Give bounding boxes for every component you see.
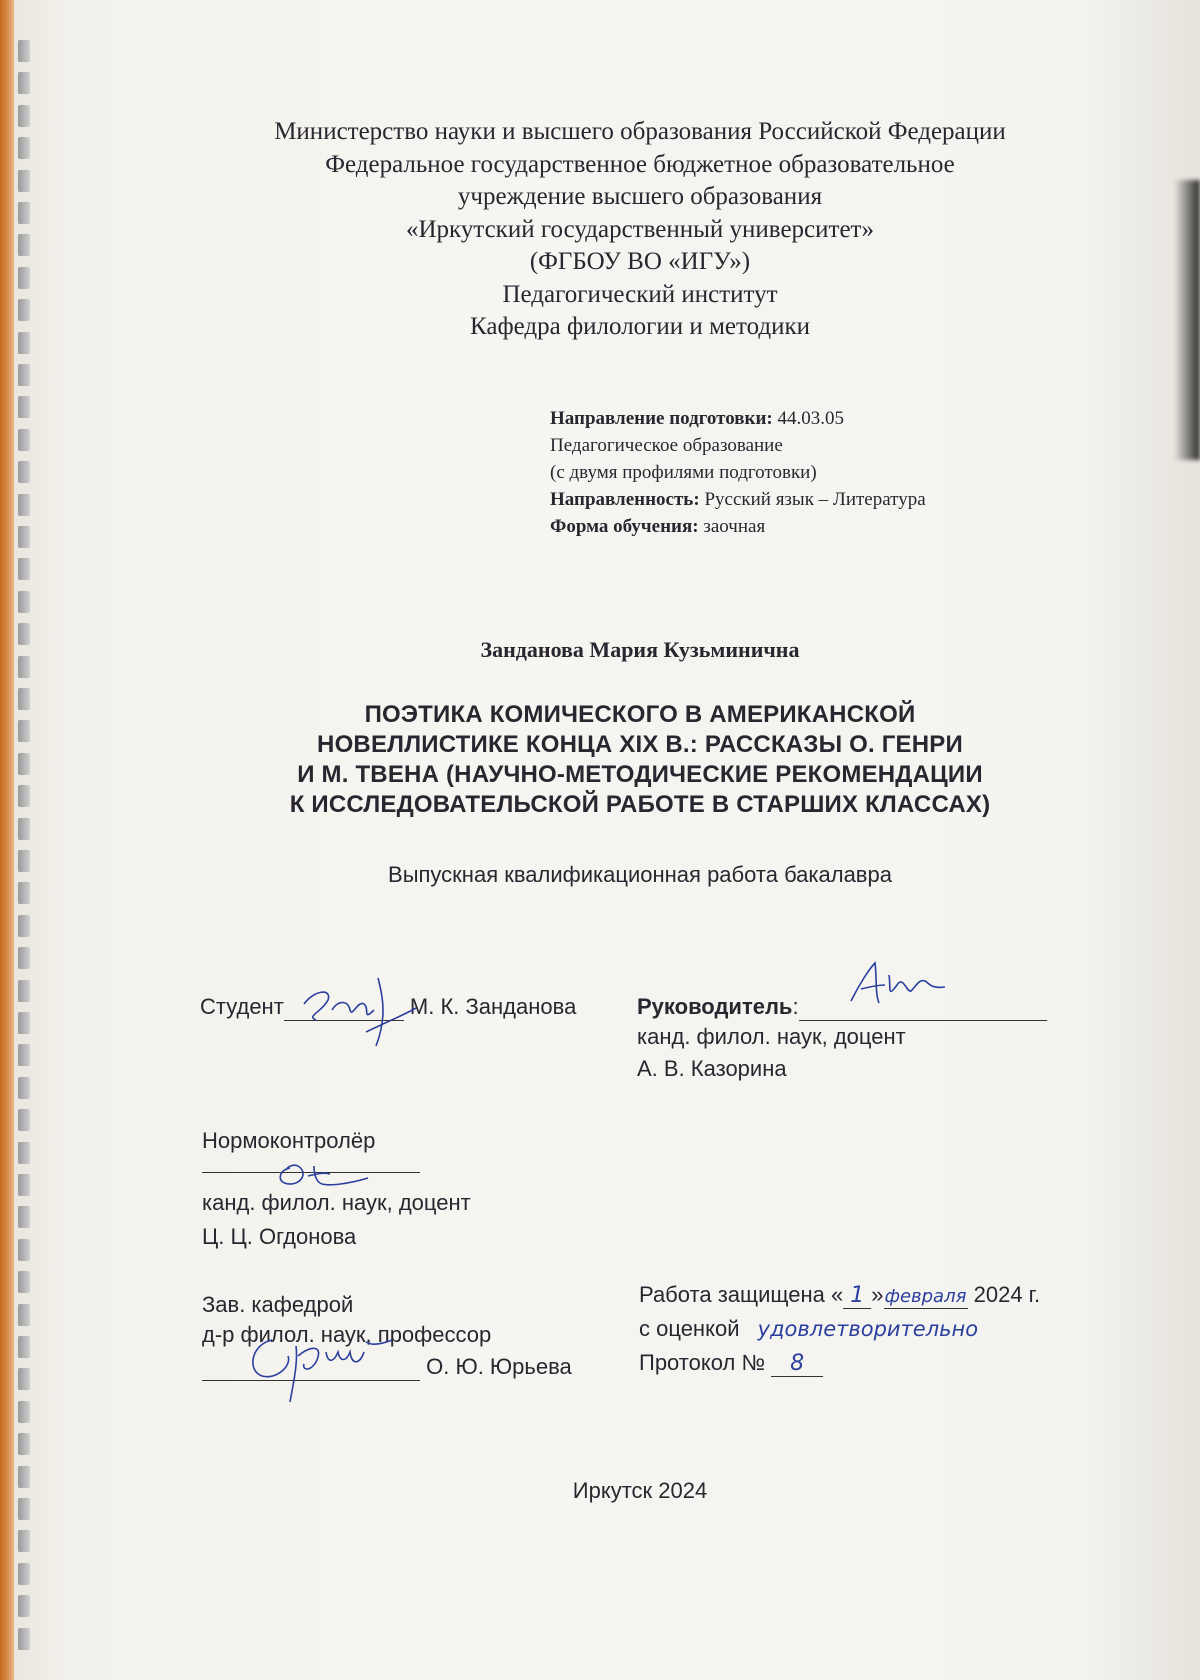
- defense-prefix: Работа защищена «: [639, 1282, 844, 1307]
- paper-edge-left: [0, 0, 14, 1680]
- binding-hole: [18, 1044, 30, 1066]
- binding-hole: [18, 1174, 30, 1196]
- defense-month-field: [884, 1282, 968, 1309]
- grade-value: удовлетворительно: [757, 1317, 979, 1341]
- binding-hole: [18, 1109, 30, 1131]
- binding-hole: [18, 364, 30, 386]
- binding-hole: [18, 461, 30, 483]
- head-line: [202, 1354, 572, 1381]
- header-line-abbrev: (ФГБОУ ВО «ИГУ»): [529, 248, 751, 275]
- focus-value: Русский язык – Литература: [704, 489, 926, 510]
- binding-hole: [18, 688, 30, 710]
- title-line: К ИССЛЕДОВАТЕЛЬСКОЙ РАБОТЕ В СТАРШИХ КЛАССАХ): [289, 791, 991, 818]
- binding-hole: [18, 429, 30, 451]
- direction-block: [550, 405, 1110, 540]
- binding-hole: [18, 72, 30, 94]
- binding-hole: [18, 1563, 30, 1585]
- defense-mid: »: [871, 1282, 884, 1307]
- binding-hole: [18, 234, 30, 256]
- supervisor-label: Руководитель: [637, 994, 793, 1019]
- binding-hole: [18, 332, 30, 354]
- binding-hole: [18, 494, 30, 516]
- protocol-field: [771, 1350, 823, 1377]
- binding-hole: [18, 623, 30, 645]
- binding-hole: [18, 1433, 30, 1455]
- focus-line: [550, 486, 1110, 513]
- city-year: Иркутск 2024: [572, 1478, 708, 1503]
- binding-hole: [18, 1628, 30, 1650]
- binding-hole: [18, 1530, 30, 1552]
- defense-day-field: [843, 1282, 871, 1309]
- form-value: заочная: [703, 516, 766, 537]
- binding-hole: [18, 202, 30, 224]
- author-name: Занданова Мария Кузьминична: [480, 637, 800, 662]
- normcontrol-name: Ц. Ц. Огдонова: [202, 1224, 357, 1249]
- header-line-department: Кафедра филологии и методики: [470, 313, 810, 340]
- binding-hole: [18, 980, 30, 1002]
- head-degree: д-р филол. наук, профессор: [202, 1322, 492, 1347]
- header-line-institution-type: учреждение высшего образования: [457, 183, 823, 210]
- binding-hole: [18, 915, 30, 937]
- binding-hole: [18, 1239, 30, 1261]
- protocol-number: 8: [790, 1351, 805, 1376]
- binding-hole: [18, 591, 30, 613]
- normcontrol-degree: канд. филол. наук, доцент: [202, 1190, 471, 1215]
- grade-line: [639, 1316, 978, 1342]
- binding-hole: [18, 170, 30, 192]
- binding-hole: [18, 396, 30, 418]
- header-line-federal: Федеральное государственное бюджетное образовательное: [325, 150, 955, 178]
- title-line: ПОЭТИКА КОМИЧЕСКОГО В АМЕРИКАНСКОЙ: [364, 701, 916, 728]
- defense-year: 2024 г.: [973, 1282, 1041, 1307]
- supervisor-signature-line: [799, 994, 1047, 1021]
- binding-hole: [18, 1077, 30, 1099]
- grade-label: с оценкой: [639, 1316, 740, 1341]
- binding-hole: [18, 720, 30, 742]
- supervisor-line: [637, 994, 1047, 1021]
- binding-hole: [18, 1368, 30, 1390]
- institution-header: [200, 116, 1080, 344]
- binding-hole: [18, 40, 30, 62]
- direction-line-1: [550, 405, 1110, 432]
- binding-hole: [18, 299, 30, 321]
- thesis-title: [170, 700, 1110, 820]
- binding-hole: [18, 1595, 30, 1617]
- binding-hole: [18, 785, 30, 807]
- binding-hole: [18, 137, 30, 159]
- binding-hole: [18, 1271, 30, 1293]
- direction-label: Направление подготовки:: [550, 408, 773, 429]
- defense-month: февраля: [884, 1286, 967, 1307]
- defense-line: [639, 1282, 1040, 1309]
- binding-hole: [18, 1401, 30, 1423]
- normcontrol-label: Нормоконтролёр: [202, 1128, 376, 1153]
- binding-hole: [18, 850, 30, 872]
- head-name: О. Ю. Юрьева: [426, 1354, 572, 1379]
- title-line: НОВЕЛЛИСТИКЕ КОНЦА XIX В.: РАССКАЗЫ О. ГЕНРИ: [317, 731, 963, 758]
- binding-hole: [18, 1498, 30, 1520]
- header-line-university: «Иркутский государственный университет»: [406, 215, 874, 243]
- header-line-ministry: Министерство науки и высшего образования Российской Федерации: [274, 118, 1006, 145]
- binding-hole: [18, 1336, 30, 1358]
- binding-hole: [18, 882, 30, 904]
- supervisor-name: А. В. Казорина: [637, 1056, 787, 1081]
- binding-hole: [18, 1012, 30, 1034]
- page-shadow-right: [1174, 180, 1200, 460]
- direction-line-3: (с двумя профилями подготовки): [550, 462, 817, 483]
- normcontrol-signature-line: [202, 1172, 420, 1173]
- binding-hole: [18, 818, 30, 840]
- form-label: Форма обучения:: [550, 516, 699, 537]
- work-type: Выпускная квалификационная работа бакалавра: [388, 862, 892, 887]
- student-name: М. К. Занданова: [409, 994, 577, 1019]
- head-label: Зав. кафедрой: [202, 1292, 354, 1317]
- supervisor-colon: :: [792, 994, 799, 1019]
- binding-hole: [18, 753, 30, 775]
- student-line: [200, 994, 576, 1021]
- supervisor-degree: канд. филол. наук, доцент: [637, 1024, 906, 1049]
- defense-day: 1: [850, 1283, 865, 1308]
- header-line-institute: Педагогический институт: [502, 280, 778, 308]
- direction-code: 44.03.05: [777, 408, 844, 429]
- head-signature-line: [202, 1354, 420, 1381]
- binding-hole: [18, 526, 30, 548]
- normcontrol-signature: [268, 1148, 378, 1194]
- binding-hole: [18, 1206, 30, 1228]
- binding-hole: [18, 1142, 30, 1164]
- binding-hole: [18, 267, 30, 289]
- protocol-label: Протокол №: [639, 1350, 766, 1375]
- binding-hole: [18, 656, 30, 678]
- student-label: Студент: [200, 994, 284, 1019]
- student-signature-line: [284, 994, 404, 1021]
- spiral-binding: [18, 40, 34, 1660]
- binding-hole: [18, 947, 30, 969]
- form-line: [550, 513, 1110, 540]
- binding-hole: [18, 105, 30, 127]
- protocol-line: [639, 1350, 823, 1377]
- binding-hole: [18, 1304, 30, 1326]
- direction-line-2: Педагогическое образование: [550, 435, 783, 456]
- focus-label: Направленность:: [550, 489, 700, 510]
- title-line: И М. ТВЕНА (НАУЧНО-МЕТОДИЧЕСКИЕ РЕКОМЕНДАЦИИ: [297, 761, 983, 788]
- binding-hole: [18, 1466, 30, 1488]
- binding-hole: [18, 558, 30, 580]
